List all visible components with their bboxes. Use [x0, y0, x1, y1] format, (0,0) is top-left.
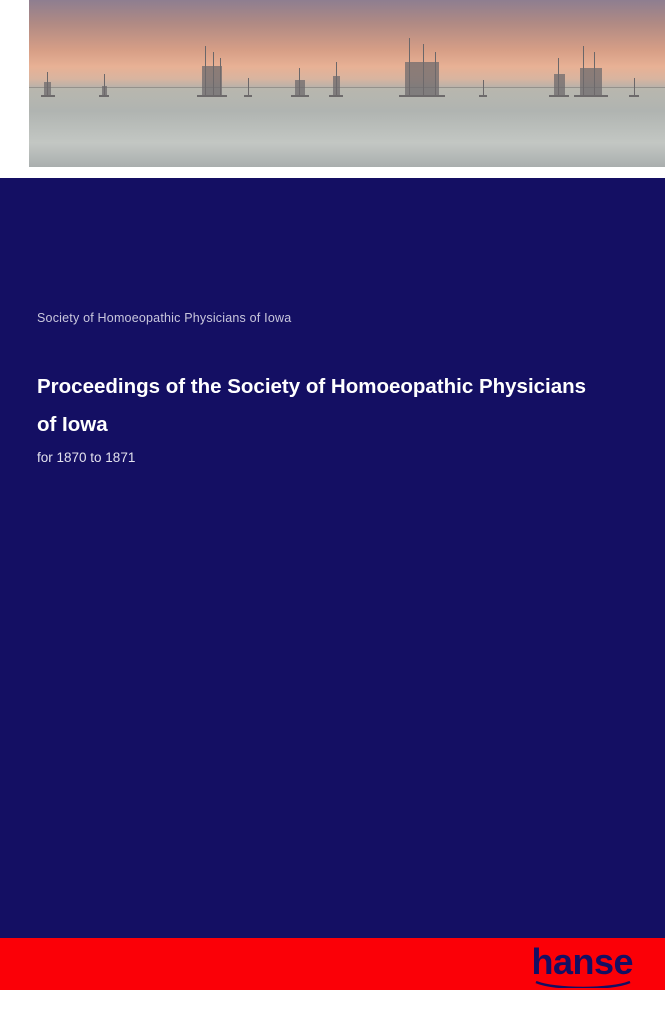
- ship-silhouette: [99, 71, 109, 97]
- ship-silhouette: [41, 67, 55, 97]
- subtitle: for 1870 to 1871: [37, 450, 136, 465]
- ship-silhouette: [197, 41, 227, 97]
- page-title: Proceedings of the Society of Homoeopathic Physicians of Iowa: [37, 375, 587, 436]
- ship-silhouette: [574, 41, 608, 97]
- publisher-logo-underline-icon: [535, 981, 631, 988]
- ship-silhouette: [291, 63, 309, 97]
- cover-body: [0, 178, 665, 938]
- bottom-margin: [0, 990, 665, 1024]
- ship-silhouette: [399, 33, 445, 97]
- horizon-line: [29, 87, 665, 88]
- ship-silhouette: [629, 75, 639, 97]
- ship-silhouette: [329, 57, 343, 97]
- cover-photo-frame: [0, 0, 665, 178]
- ship-silhouette: [479, 77, 487, 97]
- ship-silhouette: [549, 53, 569, 97]
- sea-region: [29, 87, 665, 167]
- ship-silhouette: [244, 75, 252, 97]
- sailing-ships-at-sunset-photo: [29, 0, 665, 167]
- author-name: Society of Homoeopathic Physicians of Iowa: [37, 311, 292, 325]
- publisher-logo: hanse: [531, 941, 633, 982]
